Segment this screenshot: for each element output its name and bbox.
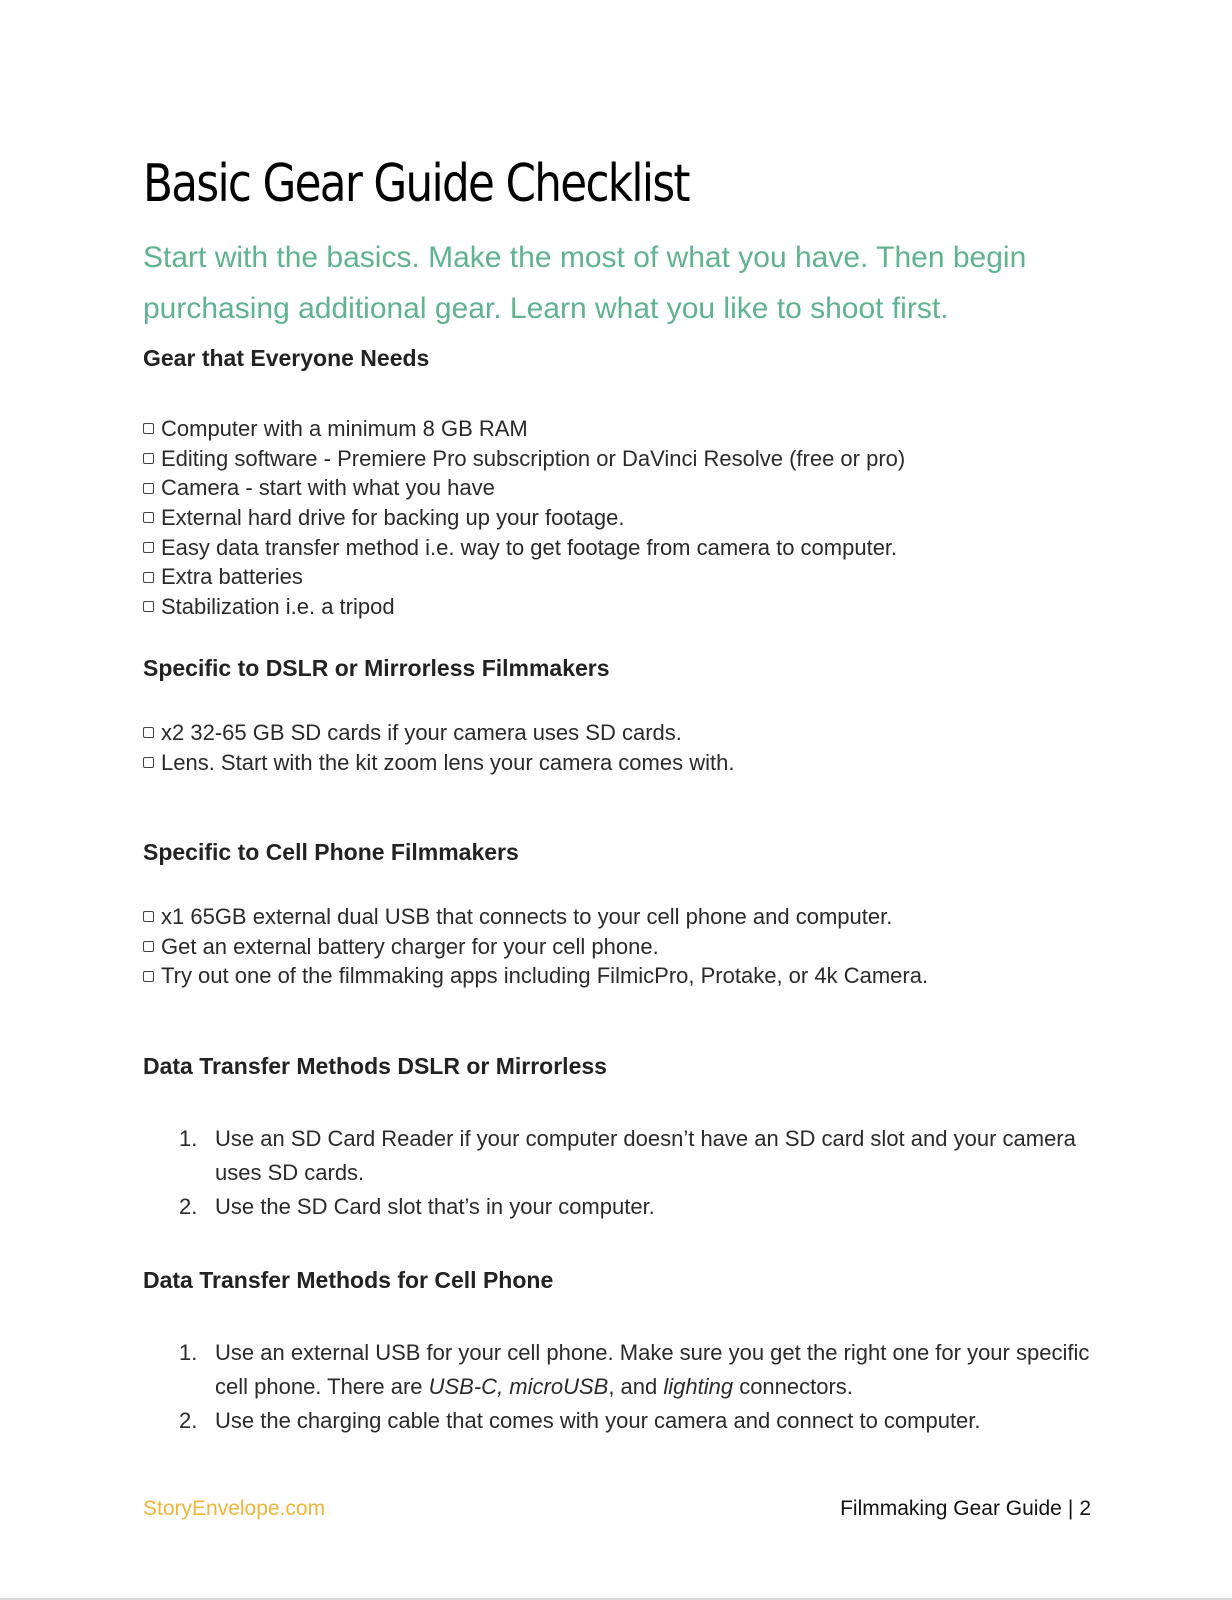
checklist-item-text: Lens. Start with the kit zoom lens your camera comes with. [161,749,735,775]
checklist-item [143,932,928,962]
checkbox-icon[interactable] [143,941,154,952]
checkbox-icon[interactable] [143,572,154,583]
checklist-item [143,444,905,474]
item-number: 1. [179,1340,198,1365]
footer-separator: | [1067,1497,1074,1520]
checkbox-icon[interactable] [143,971,154,982]
numbered-list-transfer-cell [143,1336,1103,1438]
checklist-item-text: External hard drive for backing up your footage. [161,505,625,531]
footer-site-link[interactable]: StoryEnvelope.com [143,1497,326,1520]
checklist-item [143,592,905,622]
item-text-part: connectors. [733,1374,853,1399]
checkbox-icon[interactable] [143,483,154,494]
item-text: Use the charging cable that comes with your camera and connect to computer. [215,1408,981,1433]
checklist-item-text: Computer with a minimum 8 GB RAM [161,416,528,441]
item-text [215,1336,1103,1404]
checklist-item [143,562,905,592]
heading-gear-everyone: Gear that Everyone Needs [143,345,430,371]
checklist-item-text: Easy data transfer method i.e. way to get footage from camera to computer. [161,534,898,560]
item-number: 2. [179,1194,198,1219]
heading-cell-filmmakers: Specific to Cell Phone Filmmakers [143,839,519,865]
checklist-item [143,533,905,563]
numbered-list-transfer-dslr [143,1122,1103,1224]
checklist-dslr [143,718,734,777]
checkbox-icon[interactable] [143,542,154,553]
checklist-item-text: Editing software - Premiere Pro subscription or DaVinci Resolve (free or pro) [161,445,906,471]
checkbox-icon[interactable] [143,757,154,768]
checklist-item [143,961,928,991]
connector-name: lighting [663,1374,734,1399]
item-text-part: , and [608,1374,664,1399]
heading-transfer-cell: Data Transfer Methods for Cell Phone [143,1267,554,1293]
checklist-item [143,414,905,444]
checkbox-icon[interactable] [143,911,154,922]
checkbox-icon[interactable] [143,727,154,738]
checklist-everyone [143,414,905,622]
checkbox-icon[interactable] [143,512,154,523]
item-text: Use an SD Card Reader if your computer doesn’t have an SD card slot and your camera uses SD cards. [215,1126,1076,1185]
item-text-part: Use an external USB for your cell phone. Make sure you get the right one for your specific cell phone. There are [215,1340,1090,1399]
checklist-item [143,503,905,533]
footer-guide-title: Filmmaking Gear Guide [840,1497,1062,1520]
checklist-item-text: x2 32-65 GB SD cards if your camera uses SD cards. [161,720,682,745]
item-number: 1. [179,1126,198,1151]
intro-text: Start with the basics. Make the most of what you have. Then begin purchasing additional gear. Learn what you like to shoot first. [143,241,1027,325]
checkbox-icon[interactable] [143,453,154,464]
checklist-cell [143,902,928,991]
checklist-item [143,748,734,778]
checklist-item [143,473,905,503]
page-number: 2 [1079,1497,1091,1520]
checklist-item-text: Stabilization i.e. a tripod [161,594,395,620]
heading-dslr-filmmakers: Specific to DSLR or Mirrorless Filmmakers [143,655,610,681]
checklist-item-text: x1 65GB external dual USB that connects to your cell phone and computer. [161,904,893,929]
page-title: Basic Gear Guide Checklist [143,154,689,214]
checkbox-icon[interactable] [143,423,154,434]
checklist-item-text: Extra batteries [161,564,303,590]
checkbox-icon[interactable] [143,601,154,612]
numbered-item [143,1336,1103,1404]
numbered-item [143,1404,1103,1438]
checklist-item-text: Camera - start with what you have [161,475,495,501]
numbered-item [143,1190,1103,1224]
checklist-item-text: Try out one of the filmmaking apps including FilmicPro, Protake, or 4k Camera. [161,963,929,989]
item-text: Use the SD Card slot that’s in your computer. [215,1194,655,1219]
numbered-item [143,1122,1103,1190]
footer-page-label [840,1494,1091,1524]
item-number: 2. [179,1408,198,1433]
connector-names: USB-C, microUSB [428,1374,609,1399]
heading-transfer-dslr: Data Transfer Methods DSLR or Mirrorless [143,1053,607,1079]
checklist-item-text: Get an external battery charger for your cell phone. [161,933,659,959]
checklist-item [143,902,928,932]
checklist-item [143,718,734,748]
